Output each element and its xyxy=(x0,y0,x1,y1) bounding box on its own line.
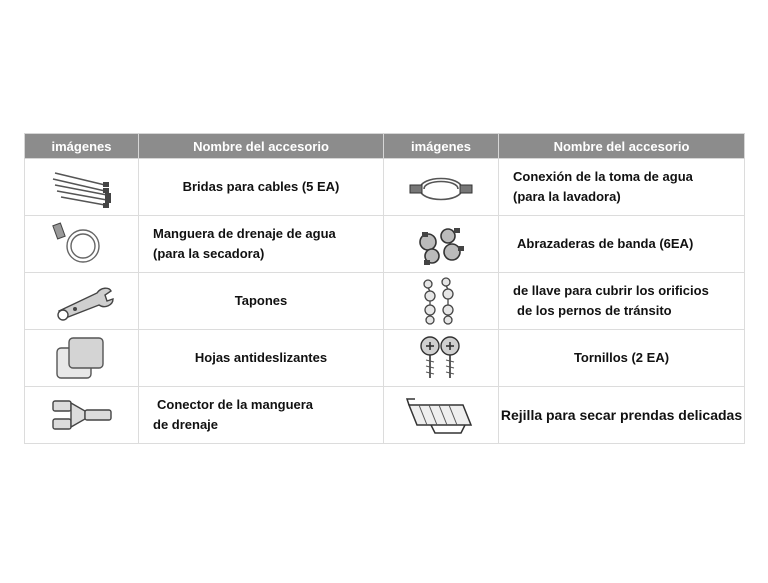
image-cell xyxy=(384,330,499,387)
water-inlet-hose-icon xyxy=(406,163,476,211)
header-images-left: imágenes xyxy=(25,134,139,159)
accessory-name-cell xyxy=(139,273,384,330)
screws-icon xyxy=(406,334,476,382)
drain-hose-icon xyxy=(47,220,117,268)
header-accessory-name-right: Nombre del accesorio xyxy=(499,134,745,159)
accessories-table xyxy=(24,133,745,444)
accessory-name-cell xyxy=(139,159,384,216)
anti-slip-sheets-icon xyxy=(47,334,117,382)
band-clamps-icon xyxy=(406,220,476,268)
image-cell xyxy=(25,159,139,216)
accessory-name: Tornillos (2 EA) xyxy=(573,350,670,365)
table-row xyxy=(25,387,745,444)
accessory-name: Bridas para cables (5 EA) xyxy=(182,179,340,194)
accessory-name-cell xyxy=(139,216,384,273)
accessory-name-detail: de los pernos de tránsito xyxy=(517,303,672,318)
accessory-name-detail: (para la lavadora) xyxy=(513,189,621,204)
image-cell xyxy=(384,216,499,273)
image-cell xyxy=(384,387,499,444)
accessory-name: Rejilla para secar prendas delicadas xyxy=(500,407,743,423)
accessory-name: Hojas antideslizantes xyxy=(194,350,328,365)
table-row xyxy=(25,273,745,330)
accessory-name: de llave para cubrir los orificios xyxy=(513,283,709,298)
accessory-name: Abrazaderas de banda (6EA) xyxy=(517,236,694,251)
image-cell xyxy=(25,387,139,444)
image-cell xyxy=(25,273,139,330)
accessory-name: Conexión de la toma de agua xyxy=(513,169,693,184)
accessory-name-detail: de drenaje xyxy=(153,417,219,432)
accessory-name: Manguera de drenaje de agua xyxy=(153,226,336,241)
accessory-name: Conector de la manguera xyxy=(157,397,314,412)
accessory-name-cell xyxy=(139,330,384,387)
caps-icon xyxy=(406,276,476,326)
drying-rack-icon xyxy=(401,391,481,439)
accessory-name-cell xyxy=(499,273,745,330)
image-cell xyxy=(384,273,499,330)
accessory-name-detail: (para la secadora) xyxy=(153,246,265,261)
table-row xyxy=(25,330,745,387)
accessory-name-cell xyxy=(499,387,745,444)
accessory-name-cell xyxy=(499,159,745,216)
image-cell xyxy=(25,330,139,387)
accessory-name-cell xyxy=(499,330,745,387)
table-row xyxy=(25,216,745,273)
header-row xyxy=(25,134,745,159)
header-images-right: imágenes xyxy=(384,134,499,159)
accessories-sheet xyxy=(24,133,744,444)
header-accessory-name-left: Nombre del accesorio xyxy=(139,134,384,159)
wrench-icon xyxy=(47,277,117,325)
cable-ties-icon xyxy=(47,163,117,211)
image-cell xyxy=(25,216,139,273)
image-cell xyxy=(384,159,499,216)
table-row xyxy=(25,159,745,216)
accessory-name: Tapones xyxy=(234,293,288,308)
accessory-name-cell xyxy=(499,216,745,273)
accessory-name-cell xyxy=(139,387,384,444)
drain-hose-connector-icon xyxy=(47,391,117,439)
